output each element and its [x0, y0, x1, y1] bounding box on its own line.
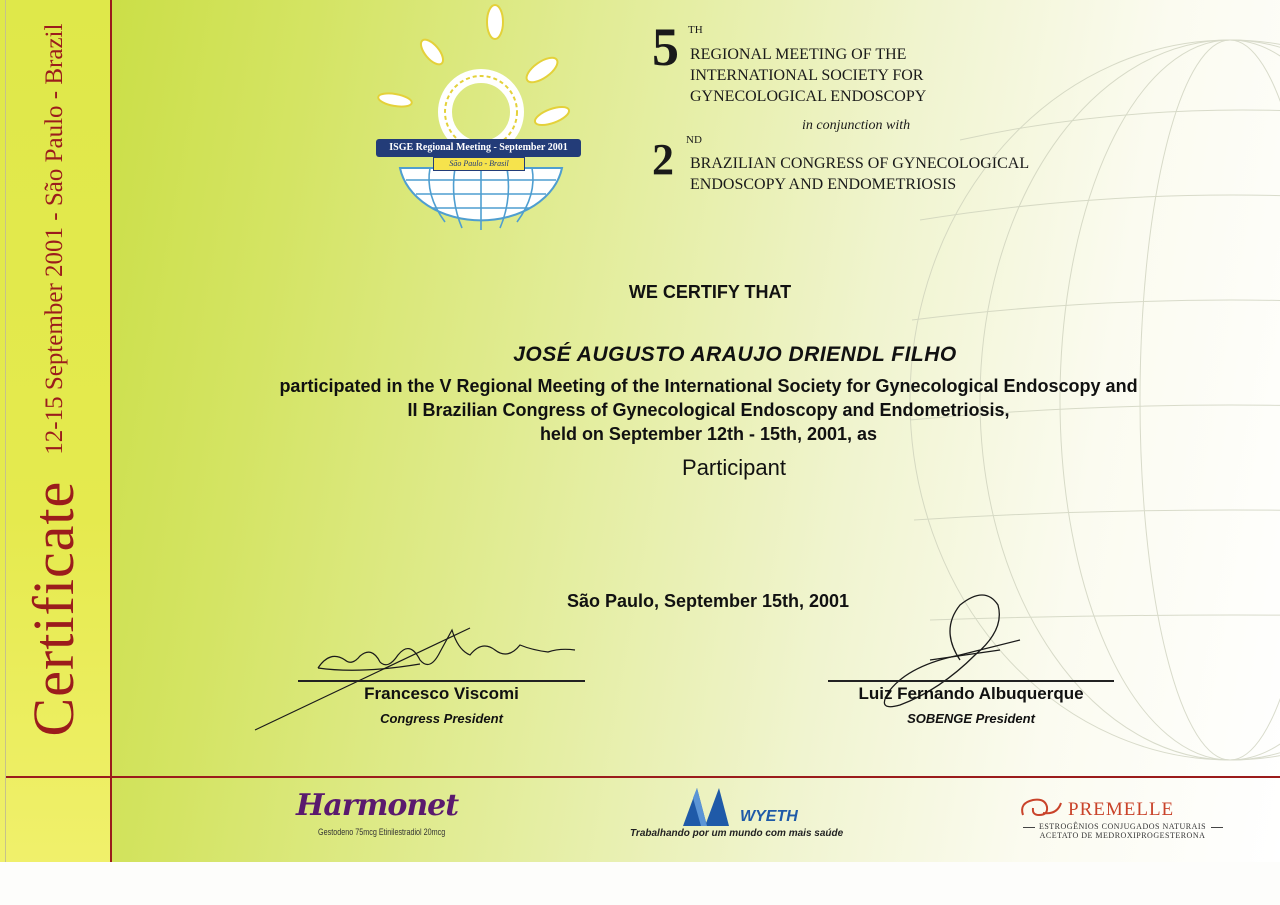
body-line-2: II Brazilian Congress of Gynecological Endoscopy and Endometriosis,: [407, 400, 1010, 420]
wyeth-name: WYETH: [740, 808, 798, 825]
premelle-swirl-icon: [1017, 795, 1065, 821]
body-line-1: participated in the V Regional Meeting of the International Society for Gynecological Endoscopy and: [279, 376, 1138, 396]
isge-logo: [370, 0, 590, 230]
conjunction-text: in conjunction with: [802, 118, 911, 133]
premelle-line-1: ESTROGÊNIOS CONJUGADOS NATURAIS: [1038, 822, 1207, 831]
header-block-1: [690, 44, 926, 107]
header-line-2: INTERNATIONAL SOCIETY FOR: [690, 67, 924, 84]
signer-2-name: Luiz Fernando Albuquerque: [858, 684, 1084, 703]
participant-role: Participant: [682, 455, 786, 480]
premelle-name: PREMELLE: [1068, 799, 1175, 820]
harmonet-name: Harmonet: [296, 788, 459, 823]
header-line-5: ENDOSCOPY AND ENDOMETRIOSIS: [690, 176, 957, 193]
signer-1-name: Francesco Viscomi: [364, 684, 519, 703]
header-line-3: GYNECOLOGICAL ENDOSCOPY: [690, 88, 927, 105]
header-block-2: [690, 153, 1029, 195]
ordinal-1-number: 5: [652, 17, 679, 77]
signer-2-title: SOBENGE President: [907, 711, 1035, 726]
participation-text: [0, 374, 1280, 446]
side-dates-location: 12-15 September 2001 - São Paulo - Brazil: [40, 23, 68, 455]
premelle-logo: [1015, 793, 1230, 848]
signer-1-title: Congress President: [380, 711, 503, 726]
logo-banner: ISGE Regional Meeting - September 2001: [376, 139, 581, 157]
harmonet-composition: Gestodeno 75mcg Etinilestradiol 20mcg: [318, 827, 446, 837]
wyeth-mark-icon: [683, 788, 739, 826]
header-line-4: BRAZILIAN CONGRESS OF GYNECOLOGICAL: [690, 155, 1030, 172]
bottom-divider-line: [6, 776, 1280, 778]
certify-heading: WE CERTIFY THAT: [628, 282, 792, 302]
place-and-date: São Paulo, September 15th, 2001: [566, 591, 850, 611]
logo-sub-banner: São Paulo - Brasil: [433, 157, 525, 171]
premelle-line-2: ACETATO DE MEDROXIPROGESTERONA: [1039, 831, 1206, 840]
ordinal-2-number: 2: [652, 135, 674, 184]
body-line-3: held on September 12th - 15th, 2001, as: [539, 424, 878, 444]
wyeth-tagline: Trabalhando por um mundo com mais saúde: [630, 828, 844, 839]
signature-line-1: [298, 680, 585, 682]
signature-line-2: [828, 680, 1114, 682]
side-title: Certificate: [21, 480, 86, 737]
bottom-margin: [0, 862, 1280, 905]
harmonet-logo: [296, 788, 459, 848]
ordinal-1-suffix: TH: [688, 24, 703, 36]
ordinal-2-suffix: ND: [686, 134, 702, 146]
recipient-name: JOSÉ AUGUSTO ARAUJO DRIENDL FILHO: [513, 343, 957, 366]
header-line-1: REGIONAL MEETING OF THE: [690, 46, 907, 63]
wyeth-logo: [628, 788, 868, 848]
